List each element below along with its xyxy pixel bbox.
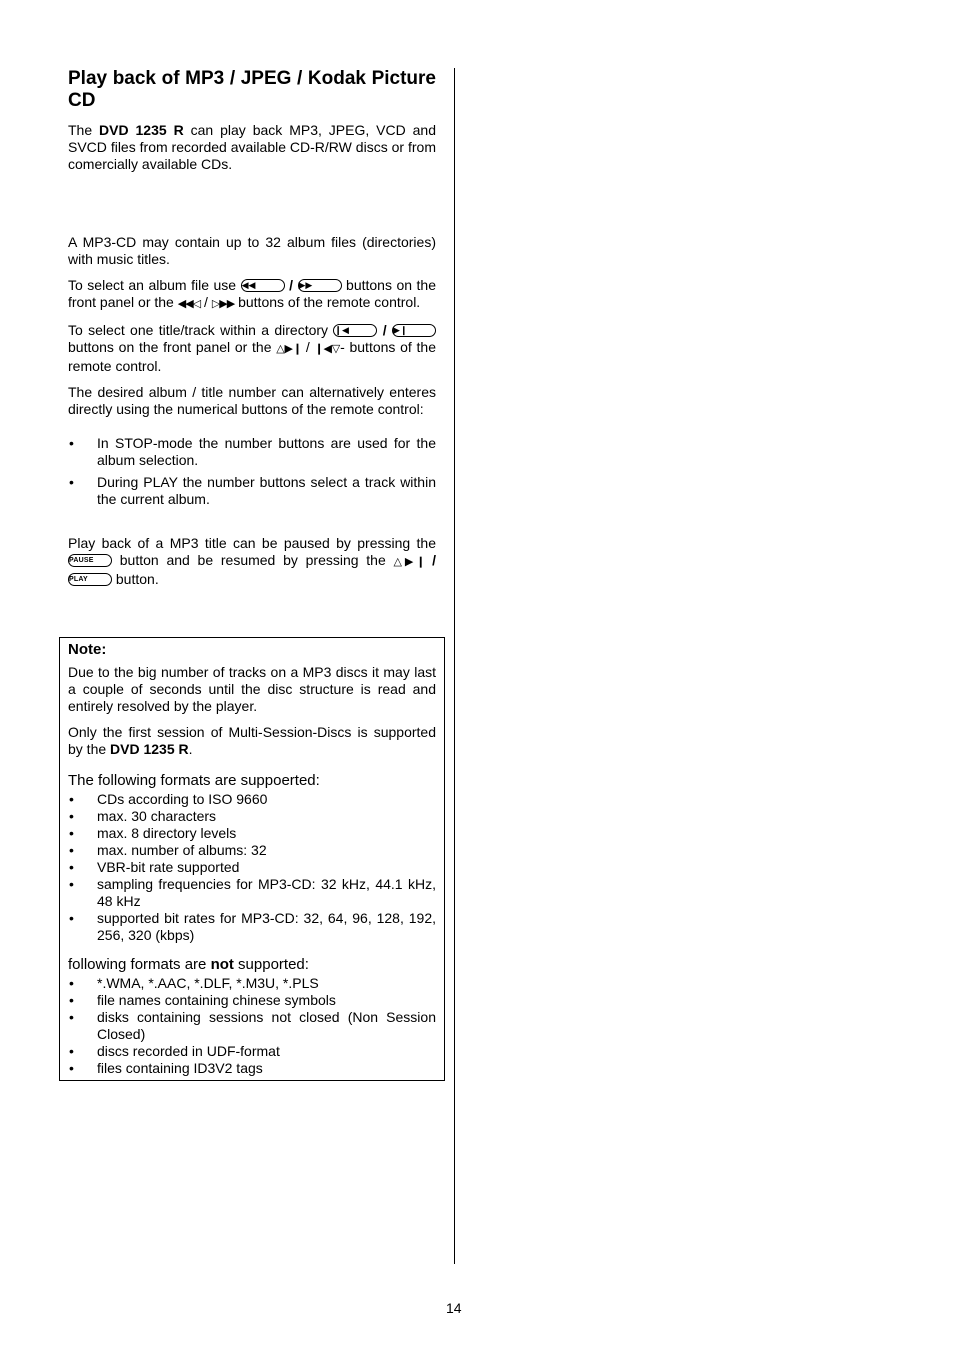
- list-item: • file names containing chinese symbols: [68, 992, 436, 1009]
- list-item: • VBR-bit rate supported: [68, 859, 436, 876]
- note-paragraph: Due to the big number of tracks on a MP3 discs it may last a couple of seconds until the disc structure is read and entirely resolved by the player.: [68, 664, 436, 714]
- column-divider: [454, 68, 455, 1264]
- remote-skip-next-icon: △▶❙: [276, 343, 302, 355]
- rewind-icon: ◀◀: [241, 279, 285, 292]
- numeric-bullet-list: [68, 435, 436, 508]
- unsupported-formats-heading: following formats are not supported:: [68, 956, 309, 973]
- spacer: [68, 427, 436, 435]
- supported-formats-heading: The following formats are suppoerted:: [68, 772, 320, 789]
- intro-paragraph: The DVD 1235 R can play back MP3, JPEG, VCD and SVCD files from recorded available CD-R/RW discs or from comercially available CDs.: [68, 122, 437, 172]
- page-number: 14: [446, 1300, 462, 1316]
- select-track-paragraph: To select one title/track within a directory ❙◀ / ▶❙ buttons on the front panel or the △▶❙ / ❙◀▽- buttons of the remote control.: [68, 322, 437, 374]
- page-title: Play back of MP3 / JPEG / Kodak Picture CD: [68, 68, 436, 111]
- remote-play-icon: △▶❙: [393, 556, 425, 568]
- list-item: • max. 30 characters: [68, 808, 436, 825]
- list-item: • CDs according to ISO 9660: [68, 791, 436, 808]
- note-paragraph: Only the first session of Multi-Session-Discs is supported by the DVD 1235 R.: [68, 724, 436, 757]
- list-item: • In STOP-mode the number buttons are used for the album selection.: [68, 435, 436, 469]
- model-name: DVD 1235 R: [110, 741, 189, 757]
- spacer: [68, 182, 436, 234]
- numeric-paragraph: The desired album / title number can alternatively enteres directly using the numerical buttons of the remote control:: [68, 384, 436, 417]
- note-box: [59, 637, 445, 1081]
- remote-rewind-icon: ◀◀◁: [177, 298, 201, 310]
- fast-forward-icon: ▶▶: [298, 279, 342, 292]
- spacer: [68, 513, 436, 535]
- skip-next-icon: ▶❙: [392, 324, 436, 337]
- remote-skip-previous-icon: ❙◀▽: [314, 343, 341, 355]
- play-button-icon: PLAY: [68, 573, 112, 586]
- model-name: DVD 1235 R: [99, 122, 184, 138]
- list-item: • discs recorded in UDF-format: [68, 1043, 436, 1060]
- list-item: • disks containing sessions not closed (Non Session Closed): [68, 1009, 436, 1043]
- list-item: • files containing ID3V2 tags: [68, 1060, 436, 1077]
- pause-button-icon: PAUSE: [68, 554, 112, 567]
- album-info-paragraph: A MP3-CD may contain up to 32 album files (directories) with music titles.: [68, 234, 436, 267]
- unsupported-formats-list: [68, 975, 436, 1077]
- list-item: • *.WMA, *.AAC, *.DLF, *.M3U, *.PLS: [68, 975, 436, 992]
- remote-fast-forward-icon: ▷▶▶: [211, 298, 235, 310]
- list-item: • max. number of albums: 32: [68, 842, 436, 859]
- pause-paragraph: Play back of a MP3 title can be paused by pressing the PAUSE button and be resumed by pressing the △▶❙ / PLAY button.: [68, 535, 437, 587]
- select-album-paragraph: To select an album file use ◀◀ / ▶▶ buttons on the front panel or the ◀◀◁ / ▷▶▶ buttons of the remote control.: [68, 277, 437, 310]
- list-item: • max. 8 directory levels: [68, 825, 436, 842]
- supported-formats-list: [68, 791, 436, 944]
- list-item: • supported bit rates for MP3-CD: 32, 64, 96, 128, 192, 256, 320 (kbps): [68, 910, 436, 944]
- skip-previous-icon: ❙◀: [333, 324, 377, 337]
- note-title: Note:: [68, 641, 107, 658]
- list-item: • sampling frequencies for MP3-CD: 32 kHz, 44.1 kHz, 48 kHz: [68, 876, 436, 910]
- left-column: [68, 68, 436, 597]
- list-item: • During PLAY the number buttons select a track within the current album.: [68, 474, 436, 508]
